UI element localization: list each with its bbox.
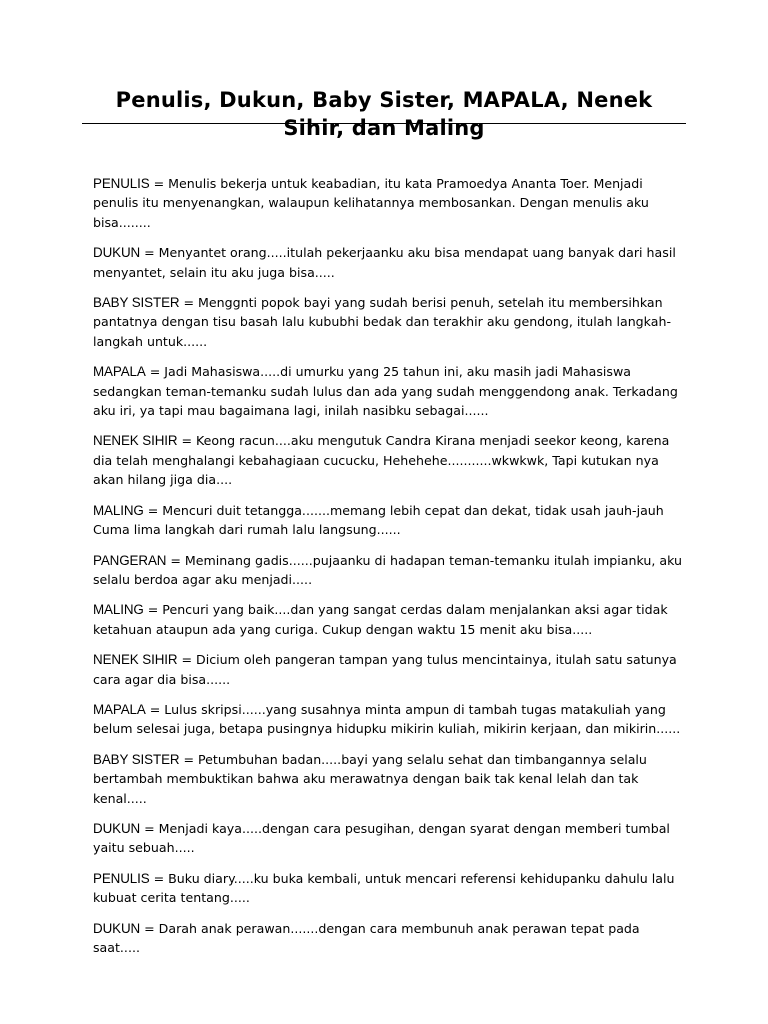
entry-term: DUKUN (93, 245, 141, 261)
title-underline (82, 123, 686, 124)
entry-text: = Pencuri yang baik....dan yang sangat cerdas dalam menjalankan aksi agar tidak ketahuan ataupun ada yang curiga. Cukup dengan waktu 15 menit aku bisa..... (93, 602, 668, 637)
entry-term: NENEK SIHIR (93, 433, 178, 449)
entry-term: MAPALA (93, 701, 146, 717)
entry-dukun-3 (93, 919, 683, 958)
entry-text: = Keong racun....aku mengutuk Candra Kirana menjadi seekor keong, karena dia telah menghalangi kebahagiaan cucucku, Hehehehe...........wkwkwk, Tapi kutukan nya akan hilang jiga dia.... (93, 433, 670, 488)
entry-term: NENEK SIHIR (93, 652, 178, 668)
entry-term: DUKUN (93, 920, 141, 936)
entry-text: = Menggnti popok bayi yang sudah berisi penuh, setelah itu membersihkan pantatnya dengan tisu basah lalu kububhi bedak dan terakhir aku gendong, itulah langkah-langkah untuk...... (93, 295, 671, 349)
entry-term: PENULIS (93, 176, 150, 191)
entry-pangeran (93, 551, 683, 590)
entry-baby-sister-2 (93, 750, 683, 808)
entry-baby-sister (93, 293, 683, 351)
entry-text: = Lulus skripsi......yang susahnya minta ampun di tambah tugas matakuliah yang belum selesai juga, betapa pusingnya hidupku mikirin kuliah, mikirin kerjaan, dan mikirin...... (93, 701, 681, 737)
entry-nenek-sihir-2 (93, 650, 683, 689)
entry-nenek-sihir (93, 431, 683, 489)
entry-maling (93, 501, 683, 540)
page-title: Penulis, Dukun, Baby Sister, MAPALA, Nenek Sihir, dan Maling (115, 88, 653, 140)
entry-penulis-2 (93, 869, 683, 908)
entry-term: MAPALA (93, 364, 146, 380)
entry-term: DUKUN (93, 820, 141, 836)
entry-text: = Jadi Mahasiswa.....di umurku yang 25 tahun ini, aku masih jadi Mahasiswa sedangkan teman-temanku sudah lulus dan ada yang sudah menggendong anak. Terkadang aku iri, ya tapi mau bagaimana lagi, inilah nasibku sebagai...... (93, 364, 678, 419)
entry-term: PANGERAN (93, 552, 167, 568)
entry-dukun (93, 243, 683, 282)
document-body (93, 174, 683, 968)
entry-text: = Menulis bekerja untuk keabadian, itu kata Pramoedya Ananta Toer. Menjadi penulis itu menyenangkan, walaupun kelihatannya membosankan. Dengan menulis aku bisa........ (93, 176, 649, 230)
entry-term: MALING (93, 602, 144, 618)
entry-text: = Menjadi kaya.....dengan cara pesugihan, dengan syarat dengan memberi tumbal yaitu sebuah..... (93, 820, 670, 856)
entry-term: MALING (93, 502, 144, 518)
entry-term: PENULIS (93, 870, 150, 886)
entry-text: = Darah anak perawan.......dengan cara membunuh anak perawan tepat pada saat..... (93, 920, 640, 955)
entry-term: BABY SISTER (93, 751, 180, 767)
entry-mapala-2 (93, 700, 683, 739)
entry-dukun-2 (93, 819, 683, 858)
entry-text: = Petumbuhan badan.....bayi yang selalu sehat dan timbangannya selalu bertambah membuktikan bahwa aku merawatnya dengan baik tak kenal lelah dan tak kenal..... (93, 751, 647, 806)
entry-term: BABY SISTER (93, 295, 180, 311)
entry-text: = Dicium oleh pangeran tampan yang tulus mencintainya, itulah satu satunya cara agar dia bisa...... (93, 652, 677, 687)
entry-mapala (93, 362, 683, 420)
entry-penulis (93, 174, 683, 232)
entry-text: = Buku diary.....ku buka kembali, untuk mencari referensi kehidupanku dahulu lalu kubuat cerita tentang..... (93, 870, 675, 906)
entry-text: = Mencuri duit tetangga.......memang lebih cepat dan dekat, tidak usah jauh-jauh Cuma lima langkah dari rumah lalu langsung...... (93, 502, 664, 538)
entry-text: = Menyantet orang.....itulah pekerjaanku aku bisa mendapat uang banyak dari hasil menyantet, selain itu aku juga bisa..... (93, 245, 676, 280)
entry-text: = Meminang gadis......pujaanku di hadapan teman-temanku itulah impianku, aku selalu berdoa agar aku menjadi..... (93, 552, 682, 587)
title-block (82, 86, 686, 142)
entry-maling-2 (93, 600, 683, 639)
